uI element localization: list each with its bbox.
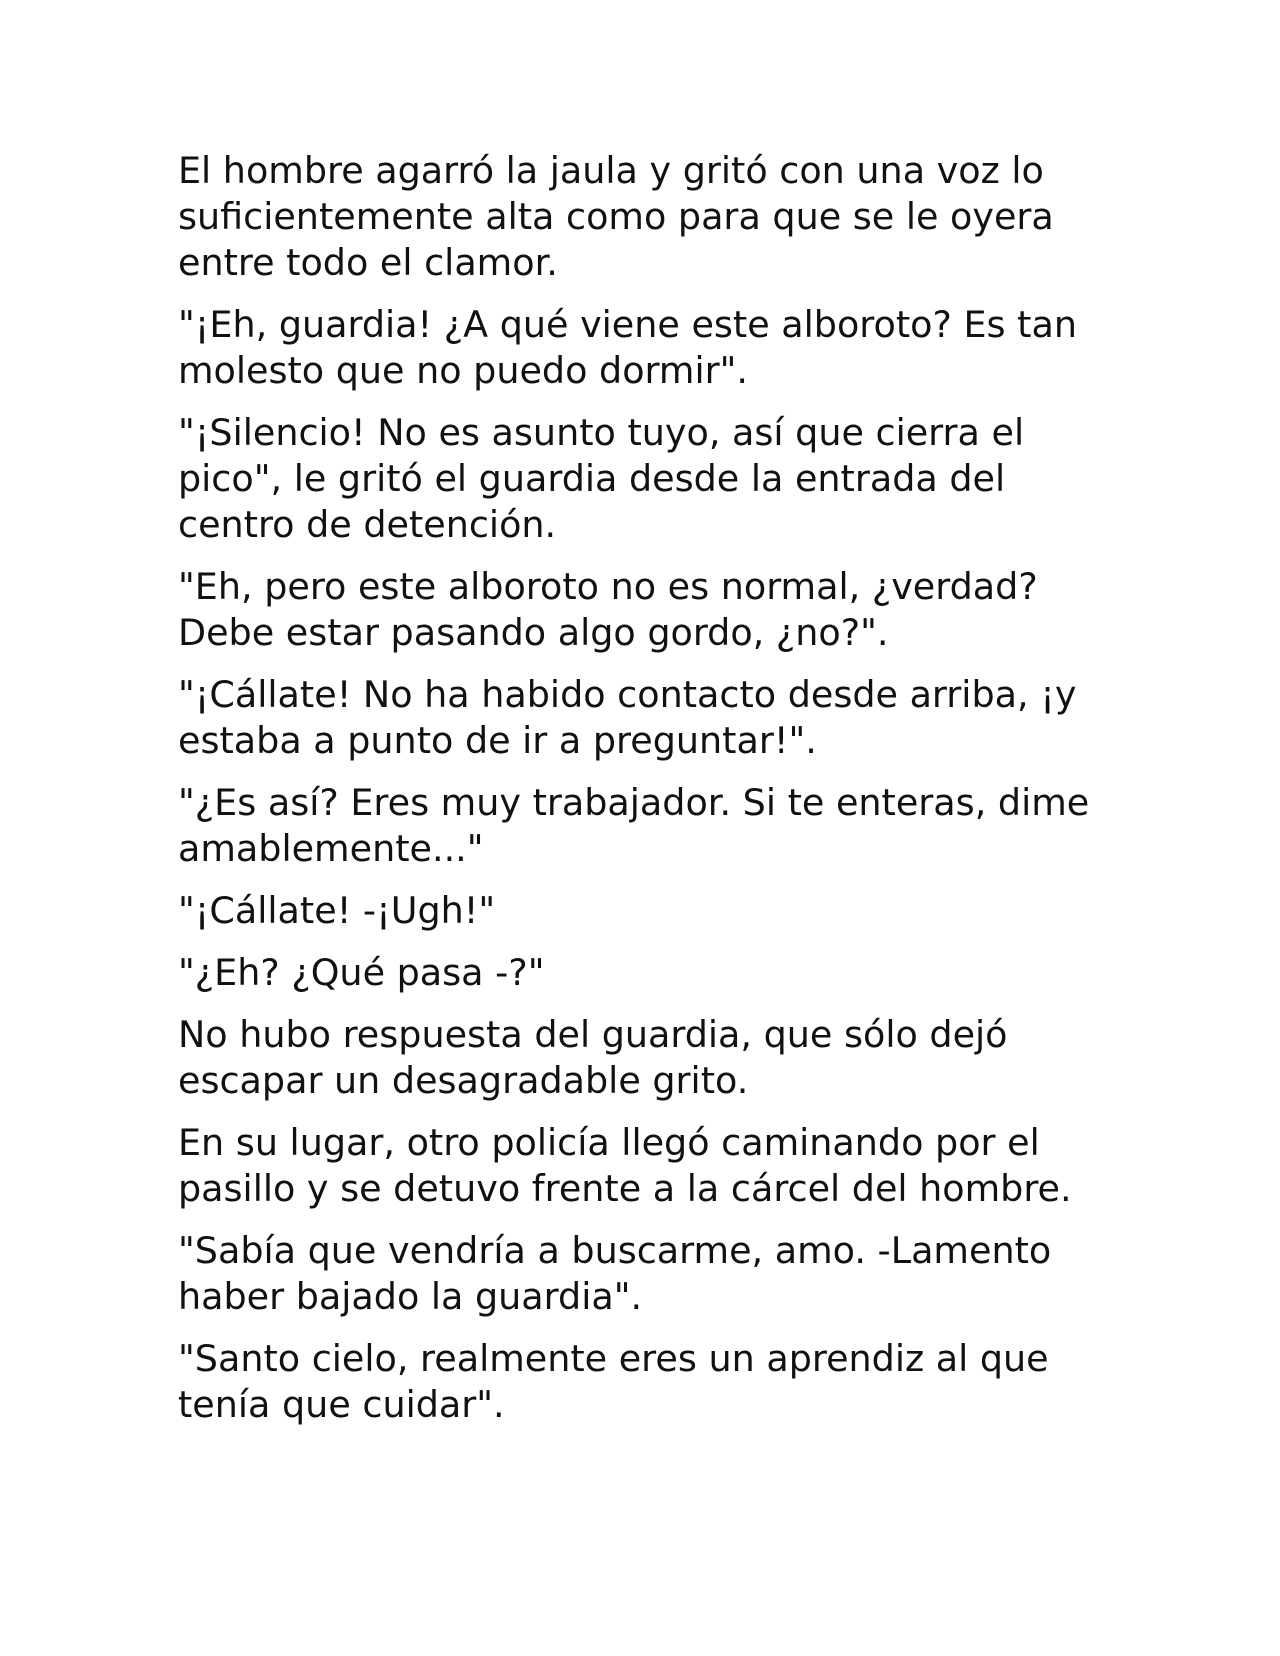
paragraph-12: "Santo cielo, realmente eres un aprendiz al que tenía que cuidar". (178, 1337, 1049, 1426)
paragraph-4: "Eh, pero este alboroto no es normal, ¿verdad? Debe estar pasando algo gordo, ¿no?". (178, 565, 1038, 654)
paragraph-6: "¿Es así? Eres muy trabajador. Si te enteras, dime amablemente..." (178, 781, 1090, 870)
paragraph-7: "¡Cállate! -¡Ugh!" (178, 889, 496, 932)
paragraph-3: "¡Silencio! No es asunto tuyo, así que cierra el pico", le gritó el guardia desde la entrada del centro de detención. (178, 411, 1025, 546)
paragraph-1: El hombre agarró la jaula y gritó con una voz lo suficientemente alta como para que se le oyera entre todo el clamor. (178, 149, 1054, 284)
paragraph-2: "¡Eh, guardia! ¿A qué viene este alboroto? Es tan molesto que no puedo dormir". (178, 303, 1077, 392)
paragraph-11: "Sabía que vendría a buscarme, amo. -Lamento haber bajado la guardia". (178, 1229, 1052, 1318)
paragraph-8: "¿Eh? ¿Qué pasa -?" (178, 951, 545, 994)
paragraph-5: "¡Cállate! No ha habido contacto desde arriba, ¡y estaba a punto de ir a preguntar!". (178, 673, 1077, 762)
paragraph-9: No hubo respuesta del guardia, que sólo dejó escapar un desagradable grito. (178, 1013, 1008, 1102)
document-page (178, 148, 1098, 1444)
paragraph-10: En su lugar, otro policía llegó caminando por el pasillo y se detuvo frente a la cárcel del hombre. (178, 1121, 1072, 1210)
